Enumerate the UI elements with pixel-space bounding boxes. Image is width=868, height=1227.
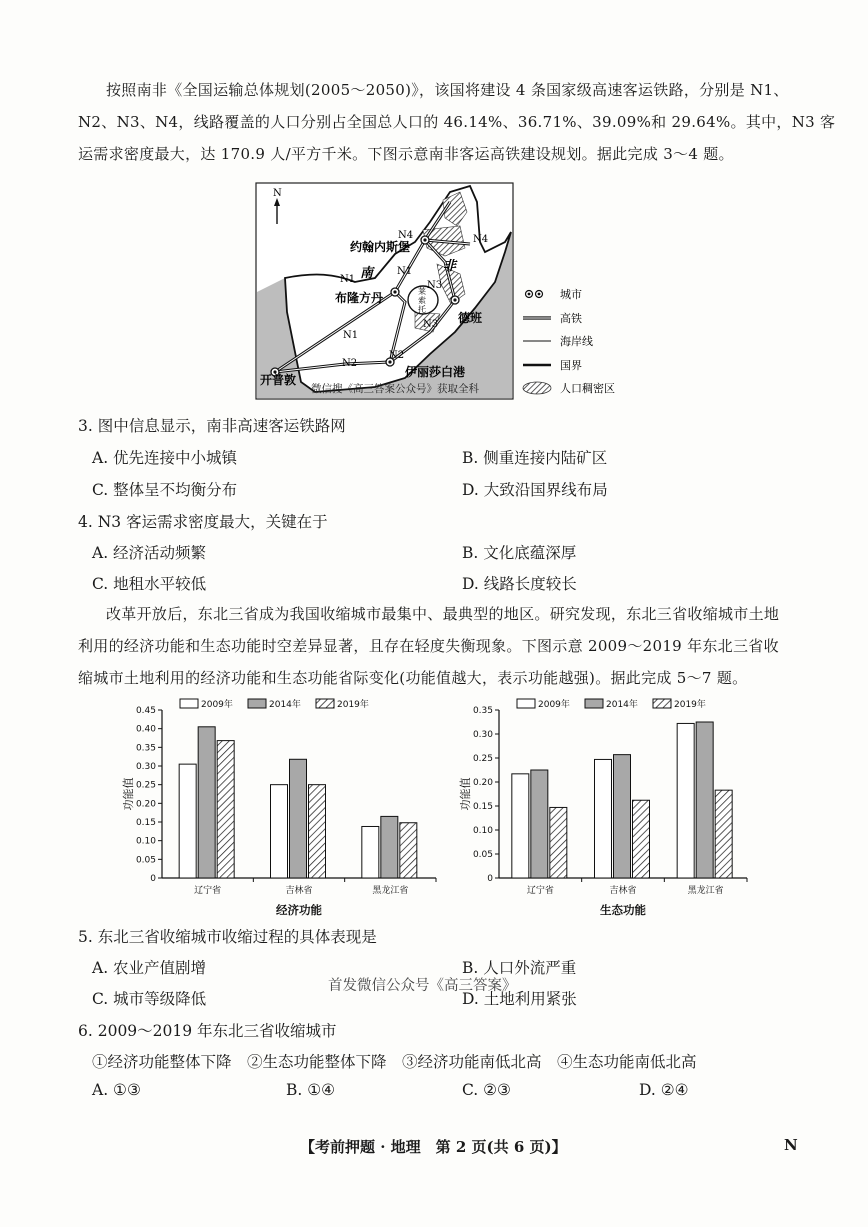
- y-tick-label: 0: [487, 874, 493, 884]
- chart-title: 经济功能: [276, 903, 322, 917]
- intro-paragraph: [78, 74, 836, 170]
- y-tick-label: 0.05: [135, 855, 156, 866]
- lesotho-label-3: 托: [418, 305, 426, 314]
- city-label-bloemfontein: 布隆方丹: [335, 291, 384, 305]
- line-label-n2-b: N2: [389, 350, 405, 361]
- y-axis-label: 功能值: [122, 777, 135, 811]
- bar-2014年-辽宁省: [531, 770, 548, 878]
- line-label-n1-a: N1: [340, 274, 356, 285]
- bar-2014年-吉林省: [290, 759, 307, 878]
- bar-2009年-吉林省: [595, 759, 612, 878]
- legend-label: 2014年: [269, 700, 301, 710]
- bar-2019年-黑龙江省: [715, 790, 732, 878]
- q3-stem: 3. 图中信息显示，南非高速客运铁路网: [78, 417, 346, 435]
- y-tick-label: 0.35: [135, 743, 156, 754]
- bar-2009年-辽宁省: [179, 764, 196, 878]
- intro-line-1: 按照南非《全国运输总体规划(2005～2050)》，该国将建设 4 条国家级高速客运铁路，分别是 N1、: [106, 81, 789, 99]
- y-tick-label: 0.25: [135, 780, 156, 791]
- q5-option-d[interactable]: D. 土地利用紧张: [462, 990, 577, 1008]
- legend-label-railway: 高铁: [560, 312, 582, 325]
- legend-label-city: 城市: [560, 288, 582, 301]
- city-label-durban: 德班: [458, 311, 483, 325]
- q4-stem: 4. N3 客运需求密度最大，关键在于: [78, 513, 328, 531]
- q4-option-b[interactable]: B. 文化底蕴深厚: [462, 544, 577, 562]
- city-label-johannesburg: 约翰内斯堡: [350, 240, 411, 254]
- para2-line-3: 缩城市土地利用的经济功能和生态功能省际变化(功能值越大，表示功能越强)。据此完成 5～7 题。: [78, 669, 748, 687]
- q4-option-c[interactable]: C. 地租水平较低: [92, 575, 207, 593]
- y-tick-label: 0.35: [472, 706, 493, 716]
- line-label-n1-b: N1: [397, 266, 413, 277]
- q3-option-d[interactable]: D. 大致沿国界线布局: [462, 481, 608, 499]
- y-tick-label: 0.20: [135, 799, 156, 810]
- line-label-n1-c: N1: [343, 330, 359, 341]
- intro-line-2: N2、N3、N4，线路覆盖的人口分别占全国总人口的 46.14%、36.71%、39.09%和 29.64%。其中，N3 客: [78, 113, 836, 131]
- q5-option-c[interactable]: C. 城市等级降低: [92, 990, 207, 1008]
- bar-2019年-吉林省: [309, 785, 326, 878]
- dense-area-icon: [523, 382, 551, 394]
- legend-swatch: [517, 699, 535, 708]
- q4-option-a[interactable]: A. 经济活动频繁: [92, 544, 207, 562]
- y-tick-label: 0.30: [135, 762, 156, 772]
- legend-label: 2009年: [538, 700, 570, 710]
- bar-2019年-吉林省: [633, 800, 650, 878]
- x-tick-label: 吉林省: [609, 886, 637, 896]
- footer-mark: N: [784, 1136, 798, 1154]
- q3-option-a[interactable]: A. 优先连接中小城镇: [92, 449, 238, 467]
- q6-stem: 6. 2009～2019 年东北三省收缩城市: [78, 1022, 337, 1040]
- page-footer: 【考前押题 · 地理 第 2 页(共 6 页)】: [300, 1138, 567, 1156]
- y-tick-label: 0.40: [135, 724, 156, 735]
- chart-title: 生态功能: [600, 903, 646, 917]
- para2-line-1: 改革开放后，东北三省成为我国收缩城市最集中、最典型的地区。研究发现，东北三省收缩城市土地: [106, 605, 780, 623]
- q4-option-d[interactable]: D. 线路长度较长: [462, 575, 577, 593]
- economic-function-chart: [118, 696, 443, 920]
- paragraph-2: [78, 598, 808, 694]
- legend-label-border: 国界: [560, 359, 582, 372]
- country-label-1: 南: [360, 266, 374, 281]
- x-tick-label: 黑龙江省: [372, 886, 409, 896]
- y-tick-label: 0: [150, 874, 156, 884]
- q5-stem: 5. 东北三省收缩城市收缩过程的具体表现是: [78, 928, 377, 946]
- country-label-2: 非: [443, 259, 457, 274]
- legend-label: 2014年: [606, 700, 638, 710]
- ecological-function-chart: [455, 696, 755, 920]
- y-tick-label: 0.05: [472, 850, 493, 860]
- lesotho-label-2: 索: [418, 296, 426, 305]
- q5-option-b[interactable]: B. 人口外流严重: [462, 959, 577, 977]
- city-label-cape-town: 开普敦: [260, 373, 297, 387]
- x-tick-label: 辽宁省: [194, 886, 222, 896]
- legend-label-dense-area: 人口稠密区: [560, 382, 615, 395]
- y-tick-label: 0.15: [135, 818, 156, 828]
- line-label-n2-a: N2: [342, 358, 358, 369]
- y-tick-label: 0.15: [472, 802, 493, 812]
- bar-2019年-辽宁省: [550, 807, 567, 878]
- q6-option-c[interactable]: C. ②③: [462, 1081, 511, 1099]
- bar-2014年-黑龙江省: [696, 722, 713, 878]
- x-tick-label: 吉林省: [285, 886, 313, 896]
- bar-2009年-黑龙江省: [677, 723, 694, 878]
- q6-option-b[interactable]: B. ①④: [286, 1081, 336, 1099]
- intro-line-3: 运需求密度最大，达 170.9 人/平方千米。下图示意南非客运高铁建设规划。据此完成 3～4 题。: [78, 145, 734, 163]
- y-tick-label: 0.25: [472, 754, 493, 764]
- bar-2009年-黑龙江省: [362, 826, 379, 878]
- legend-swatch: [585, 699, 603, 708]
- north-label: N: [273, 188, 282, 199]
- bar-2019年-辽宁省: [217, 741, 234, 878]
- q3-option-b[interactable]: B. 侧重连接内陆矿区: [462, 449, 608, 467]
- x-tick-label: 黑龙江省: [687, 886, 724, 896]
- y-tick-label: 0.30: [472, 730, 493, 740]
- legend-label-coastline: 海岸线: [560, 335, 593, 348]
- bar-2019年-黑龙江省: [400, 823, 417, 878]
- q6-statements: ①经济功能整体下降 ②生态功能整体下降 ③经济功能南低北高 ④生态功能南低北高: [92, 1053, 697, 1071]
- y-tick-label: 0.10: [135, 836, 156, 847]
- bar-2014年-黑龙江省: [381, 816, 398, 878]
- city-icon: [526, 291, 543, 298]
- lesotho-label-1: 莱: [418, 287, 426, 296]
- bar-2009年-辽宁省: [512, 774, 529, 878]
- y-axis-label: 功能值: [459, 777, 472, 811]
- map-watermark: 微信搜《高三答案公众号》获取全科: [311, 383, 479, 395]
- q6-option-d[interactable]: D. ②④: [639, 1081, 689, 1099]
- bar-2014年-辽宁省: [198, 727, 215, 878]
- y-tick-label: 0.45: [135, 706, 156, 716]
- legend-label: 2019年: [337, 700, 369, 710]
- x-tick-label: 辽宁省: [526, 886, 554, 896]
- map-legend: [523, 288, 615, 395]
- line-label-n4-b: N4: [473, 234, 489, 245]
- para2-line-2: 利用的经济功能和生态功能时空差异显著，且存在轻度失衡现象。下图示意 2009～2019 年东北三省收: [78, 637, 779, 655]
- south-africa-railway-map: [255, 182, 625, 404]
- legend-label: 2019年: [674, 700, 706, 710]
- line-label-n4-a: N4: [398, 230, 414, 241]
- bar-2009年-吉林省: [271, 785, 288, 878]
- legend-label: 2009年: [201, 700, 233, 710]
- line-label-n3-a: N3: [427, 280, 443, 291]
- y-tick-label: 0.10: [472, 826, 493, 836]
- q5-option-a[interactable]: A. 农业产值剧增: [92, 959, 207, 977]
- bar-2014年-吉林省: [614, 755, 631, 878]
- watermark-text: 首发微信公众号《高三答案》: [328, 978, 517, 994]
- legend-swatch: [180, 699, 198, 708]
- q3-option-c[interactable]: C. 整体呈不均衡分布: [92, 481, 238, 499]
- legend-swatch: [316, 699, 334, 708]
- line-label-n3-b: N3: [423, 319, 439, 330]
- y-tick-label: 0.20: [472, 778, 493, 788]
- q6-option-a[interactable]: A. ①③: [92, 1081, 141, 1099]
- city-label-port-elizabeth: 伊丽莎白港: [405, 365, 466, 379]
- legend-swatch: [248, 699, 266, 708]
- legend-swatch: [653, 699, 671, 708]
